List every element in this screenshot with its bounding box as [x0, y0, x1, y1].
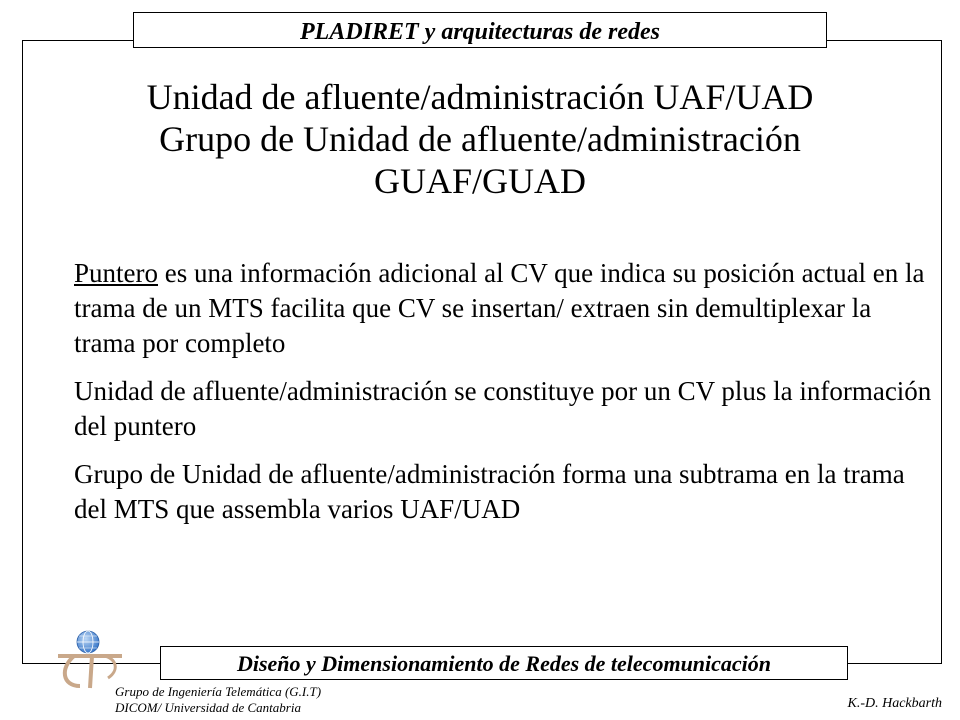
- git-logo-icon: [52, 628, 132, 690]
- footer-title: Diseño y Dimensionamiento de Redes de telecomunicación: [160, 646, 848, 680]
- title-line-1: Unidad de afluente/administración UAF/UAD: [146, 77, 814, 117]
- organization-info: [115, 684, 321, 716]
- org-line-2: DICOM/ Universidad de Cantabria: [115, 700, 301, 715]
- header-title: PLADIRET y arquitecturas de redes: [133, 12, 827, 48]
- slide-title: [80, 76, 880, 202]
- paragraph-unidad: Unidad de afluente/administración se constituye por un CV plus la información del puntero: [74, 376, 932, 441]
- title-line-3: GUAF/GUAD: [373, 161, 586, 201]
- paragraph-grupo: Grupo de Unidad de afluente/administración forma una subtrama en la trama del MTS que assembla varios UAF/UAD: [74, 459, 905, 524]
- org-line-1: Grupo de Ingeniería Telemática (G.I.T): [115, 684, 322, 699]
- term-puntero: Puntero: [74, 258, 158, 288]
- paragraph-puntero: [74, 256, 934, 361]
- title-line-2: Grupo de Unidad de afluente/administración: [159, 119, 801, 159]
- paragraph-puntero-text: es una información adicional al CV que indica su posición actual en la trama de un MTS facilita que CV se insertan/ extraen sin demultiplexar la trama por completo: [74, 258, 925, 358]
- author-name: K.-D. Hackbarth: [847, 696, 942, 711]
- slide-body: [74, 256, 934, 540]
